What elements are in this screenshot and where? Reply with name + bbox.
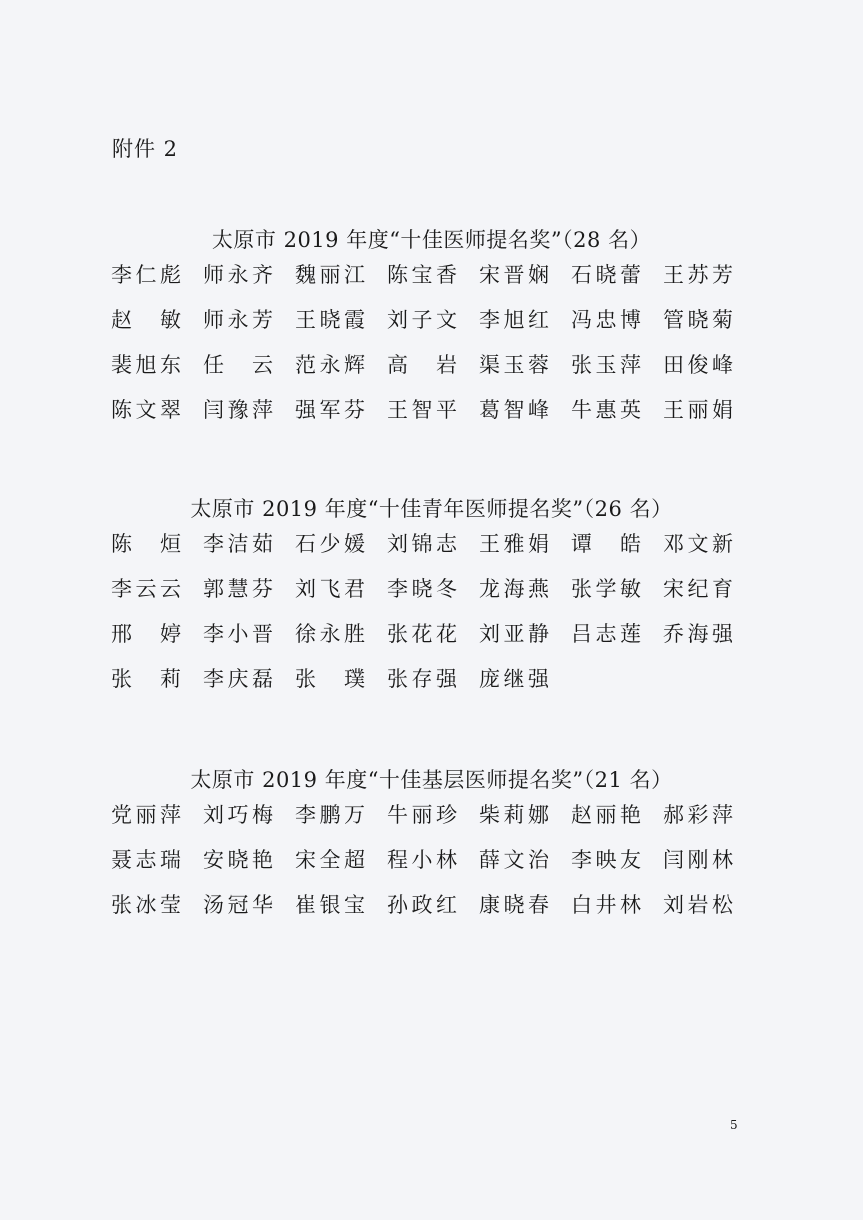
person-name: 张 学 敏 [571, 577, 641, 601]
person-name: 赵 丽 艳 [571, 803, 641, 827]
person-name: 渠 玉 蓉 [479, 353, 549, 377]
person-name: 李 庆 磊 [203, 667, 273, 691]
person-name: 龙 海 燕 [479, 577, 549, 601]
person-name: 李 鹏 万 [295, 803, 365, 827]
person-name: 刘 子 文 [387, 308, 457, 332]
person-name: 王 晓 霞 [295, 308, 365, 332]
person-name: 乔 海 强 [663, 622, 733, 646]
person-name: 闫 刚 林 [663, 848, 733, 872]
person-name: 管 晓 菊 [663, 308, 733, 332]
person-name: 宋 晋 娴 [479, 263, 549, 287]
person-name: 郭 慧 芬 [203, 577, 273, 601]
person-name: 王 智 平 [387, 398, 457, 422]
person-name: 宋 全 超 [295, 848, 365, 872]
person-name: 任 云 [203, 353, 273, 377]
person-name: 陈 烜 [111, 532, 181, 556]
person-name: 徐 永 胜 [295, 622, 365, 646]
person-name: 石 少 媛 [295, 532, 365, 556]
person-name: 赵 敏 [111, 308, 181, 332]
person-name: 李 映 友 [571, 848, 641, 872]
person-name: 康 晓 春 [479, 893, 549, 917]
person-name: 刘 亚 静 [479, 622, 549, 646]
person-name: 裴 旭 东 [111, 353, 181, 377]
person-name: 安 晓 艳 [203, 848, 273, 872]
person-name: 王 苏 芳 [663, 263, 733, 287]
person-name: 张 莉 [111, 667, 181, 691]
name-grid [111, 801, 755, 936]
person-name: 白 井 林 [571, 893, 641, 917]
person-name: 李 洁 茹 [203, 532, 273, 556]
person-name: 谭 皓 [571, 532, 641, 556]
section-title: 太原市 2019 年度“十佳基层医师提名奖”（21 名） [190, 768, 673, 792]
person-name: 宋 纪 育 [663, 577, 733, 601]
person-name: 薛 文 治 [479, 848, 549, 872]
person-name: 田 俊 峰 [663, 353, 733, 377]
name-grid [111, 261, 755, 441]
person-name: 庞 继 强 [479, 667, 549, 691]
person-name: 葛 智 峰 [479, 398, 549, 422]
attachment-label: 附件 2 [112, 137, 179, 161]
person-name: 陈 宝 香 [387, 263, 457, 287]
person-name: 崔 银 宝 [295, 893, 365, 917]
person-name: 聂 志 瑞 [111, 848, 181, 872]
person-name: 邢 婷 [111, 622, 181, 646]
person-name: 张 冰 莹 [111, 893, 181, 917]
person-name: 王 雅 娟 [479, 532, 549, 556]
person-name: 张 存 强 [387, 667, 457, 691]
person-name: 张 玉 萍 [571, 353, 641, 377]
person-name: 牛 惠 英 [571, 398, 641, 422]
person-name: 邓 文 新 [663, 532, 733, 556]
person-name: 张 花 花 [387, 622, 457, 646]
person-name: 刘 巧 梅 [203, 803, 273, 827]
person-name: 张 璞 [295, 667, 365, 691]
person-name: 牛 丽 珍 [387, 803, 457, 827]
person-name: 石 晓 蕾 [571, 263, 641, 287]
person-name: 吕 志 莲 [571, 622, 641, 646]
person-name: 陈 文 翠 [111, 398, 181, 422]
person-name: 范 永 辉 [295, 353, 365, 377]
person-name: 李 晓 冬 [387, 577, 457, 601]
person-name: 魏 丽 江 [295, 263, 365, 287]
person-name: 刘 锦 志 [387, 532, 457, 556]
section-title: 太原市 2019 年度“十佳医师提名奖”（28 名） [211, 228, 652, 252]
person-name: 李 仁 彪 [111, 263, 181, 287]
person-name: 冯 忠 博 [571, 308, 641, 332]
person-name: 党 丽 萍 [111, 803, 181, 827]
person-name: 刘 岩 松 [663, 893, 733, 917]
person-name: 闫 豫 萍 [203, 398, 273, 422]
person-name: 郝 彩 萍 [663, 803, 733, 827]
person-name: 王 丽 娟 [663, 398, 733, 422]
page-number: 5 [730, 1118, 738, 1132]
person-name: 高 岩 [387, 353, 457, 377]
person-name: 李 旭 红 [479, 308, 549, 332]
person-name: 程 小 林 [387, 848, 457, 872]
person-name: 强 军 芬 [295, 398, 365, 422]
person-name: 师 永 齐 [203, 263, 273, 287]
name-grid [111, 530, 755, 710]
person-name: 汤 冠 华 [203, 893, 273, 917]
person-name: 师 永 芳 [203, 308, 273, 332]
person-name: 李 小 晋 [203, 622, 273, 646]
person-name: 李 云 云 [111, 577, 181, 601]
person-name: 刘 飞 君 [295, 577, 365, 601]
person-name: 孙 政 红 [387, 893, 457, 917]
section-title: 太原市 2019 年度“十佳青年医师提名奖”（26 名） [190, 497, 673, 521]
person-name: 柴 莉 娜 [479, 803, 549, 827]
